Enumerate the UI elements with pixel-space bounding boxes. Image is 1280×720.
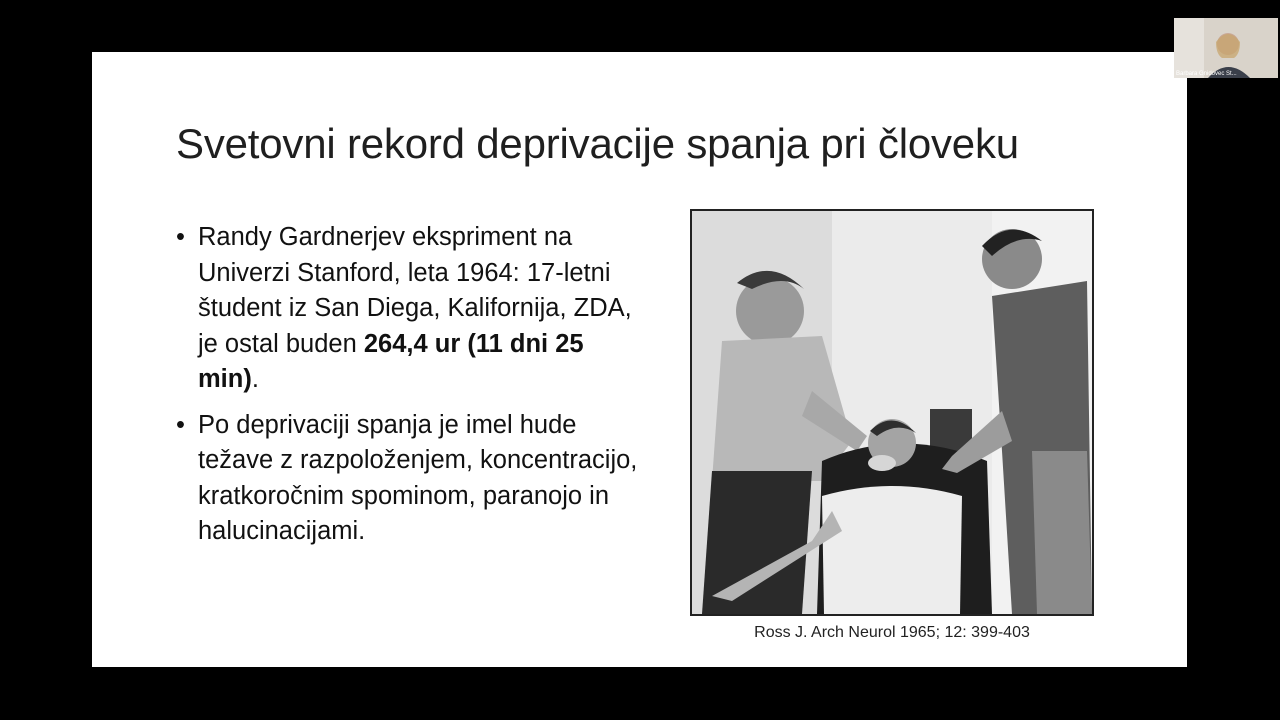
photo-caption: Ross J. Arch Neurol 1965; 12: 399-403 (754, 624, 1030, 641)
bullet-bold-text: 264,4 ur (11 dni 25 min) (198, 329, 584, 393)
experiment-photo (690, 209, 1094, 616)
bullet-list (176, 220, 646, 560)
bullet-text: Po deprivaciji spanja je imel hude težave z razpoloženjem, koncentracijo, kratkoročnim spominom, paranojo in halucinacijami. (198, 410, 638, 545)
bullet-item (176, 408, 646, 550)
slide-title: Svetovni rekord deprivacije spanja pri človeku (176, 120, 1019, 167)
participant-name: Barbara Gnidovec St... (1176, 71, 1237, 77)
presentation-slide (92, 52, 1187, 667)
bullet-text-end: . (251, 365, 259, 393)
bullet-text: Randy Gardnerjev ekspriment na Univerzi Stanford, leta 1964: 17-letni študent iz San Diega, Kalifornija, ZDA, je ostal buden (198, 223, 632, 358)
bullet-item (176, 220, 646, 398)
participant-video-tile[interactable] (1174, 18, 1278, 78)
